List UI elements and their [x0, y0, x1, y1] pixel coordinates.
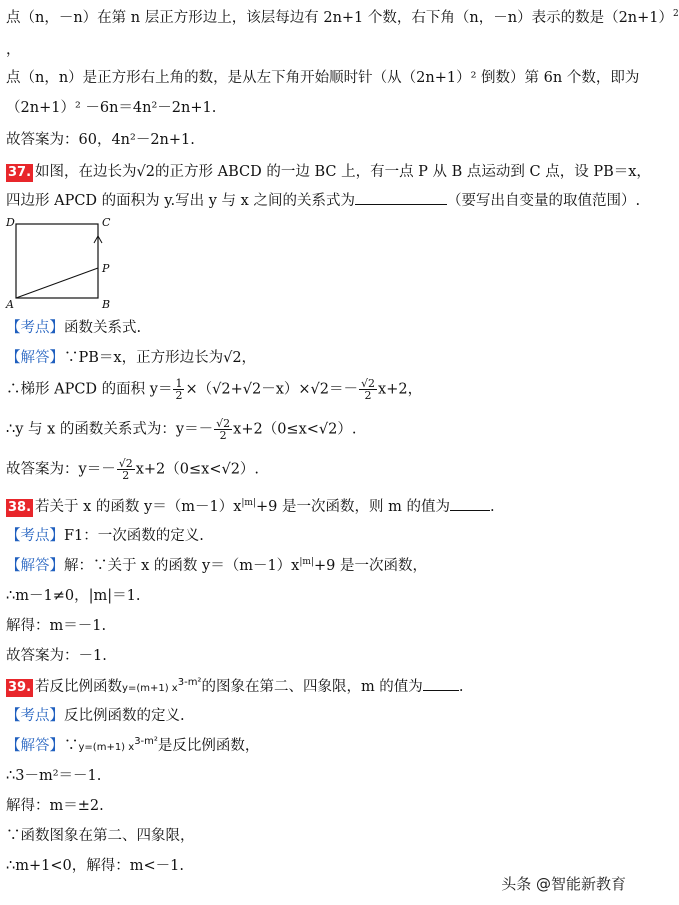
q37-step-1: ∴梯形 APCD 的面积 y＝ $\frac{1}{2}$ ×（√2+√2－x）×√2＝－ $\frac{√2}{2}$ x+2， [6, 377, 423, 402]
q38-kaodian: 【考点】F1：一次函数的定义. [6, 528, 204, 544]
intro-line-3: 点（n，n）是正方形右上角的数，是从左下角开始顺时针（从（2n+1）² 倒数）第 6n 个数，即为 [6, 70, 640, 86]
q39-step-1: ∴3－m²＝－1. [6, 768, 102, 784]
q37-kaodian: 【考点】函数关系式. [6, 320, 142, 336]
q38-step-2: 解得：m＝－1. [6, 618, 107, 634]
intro-line-1: 点（n，－n）在第 n 层正方形边上，该层每边有 2n+1 个数，右下角（n，－n）表示的数是$(2n+1)^2$ [6, 9, 679, 26]
intro-line-4: （2n+1）² －6n＝4n²－2n+1. [6, 100, 217, 116]
intro-answer: 故答案为：60，4n²－2n+1. [6, 132, 195, 148]
q39-step-4: ∴m+1<0，解得：m<－1. [6, 858, 184, 874]
q38-step-1: ∴m－1≠0，|m|＝1. [6, 588, 141, 604]
q37-question-line-1: 37. 如图，在边长为√2的正方形 ABCD 的一边 BC 上，有一点 P 从 B 点运动到 C 点，设 PB＝x， [8, 164, 651, 180]
answer-blank [450, 496, 490, 511]
label-D: D [6, 216, 15, 229]
q38-answer: 故答案为：－1. [6, 648, 107, 664]
label-C: C [102, 216, 111, 229]
q39-step-3: ∵函数图象在第二、四象限， [6, 828, 195, 844]
label-P: P [102, 262, 110, 275]
q37-question-line-2: 四边形 APCD 的面积为 y.写出 y 与 x 之间的关系式为 （要写出自变量的取值范围）. [6, 190, 640, 211]
q37-jieda: 【解答】∵PB＝x，正方形边长为√2， [6, 350, 257, 366]
label-B: B [102, 298, 111, 311]
square-figure [4, 214, 114, 314]
watermark: 头条 @智能新教育 [497, 872, 630, 895]
q38-number-badge: 38. [8, 500, 32, 515]
q37-answer: 故答案为：y＝－ $\frac{√2}{2}$ x+2（0≤x<√2）. [6, 457, 260, 482]
label-A: A [6, 298, 14, 311]
q39-step-2: 解得：m＝±2. [6, 798, 104, 814]
q37-step-2: ∴y 与 x 的函数关系式为：y＝－ $\frac{√2}{2}$ x+2（0≤x<√2）. [6, 417, 357, 442]
q39-question: 39. 若反比例函数y=(m+1) $x^{3-m^2}$的图象在第二、四象限，m 的值为 . [8, 677, 464, 695]
q39-number-badge: 39. [8, 680, 32, 695]
q38-question: 38. 若关于 x 的函数 $y=(m-1)x^{|m|}+9$ 是一次函数，则 m 的值为 . [6, 496, 495, 517]
intro-line-2: ， [6, 42, 21, 58]
q39-jieda: 【解答】∵y=(m+1) $x^{3-m^2}$是反比例函数， [6, 736, 260, 754]
answer-blank [423, 676, 459, 691]
q37-number-badge: 37. [8, 165, 32, 180]
q39-kaodian: 【考点】反比例函数的定义. [6, 708, 185, 724]
q38-jieda: 【解答】解：∵关于 x 的函数 $y=(m-1)x^{|m|}+9$ 是一次函数， [6, 557, 427, 574]
answer-blank [355, 190, 447, 205]
